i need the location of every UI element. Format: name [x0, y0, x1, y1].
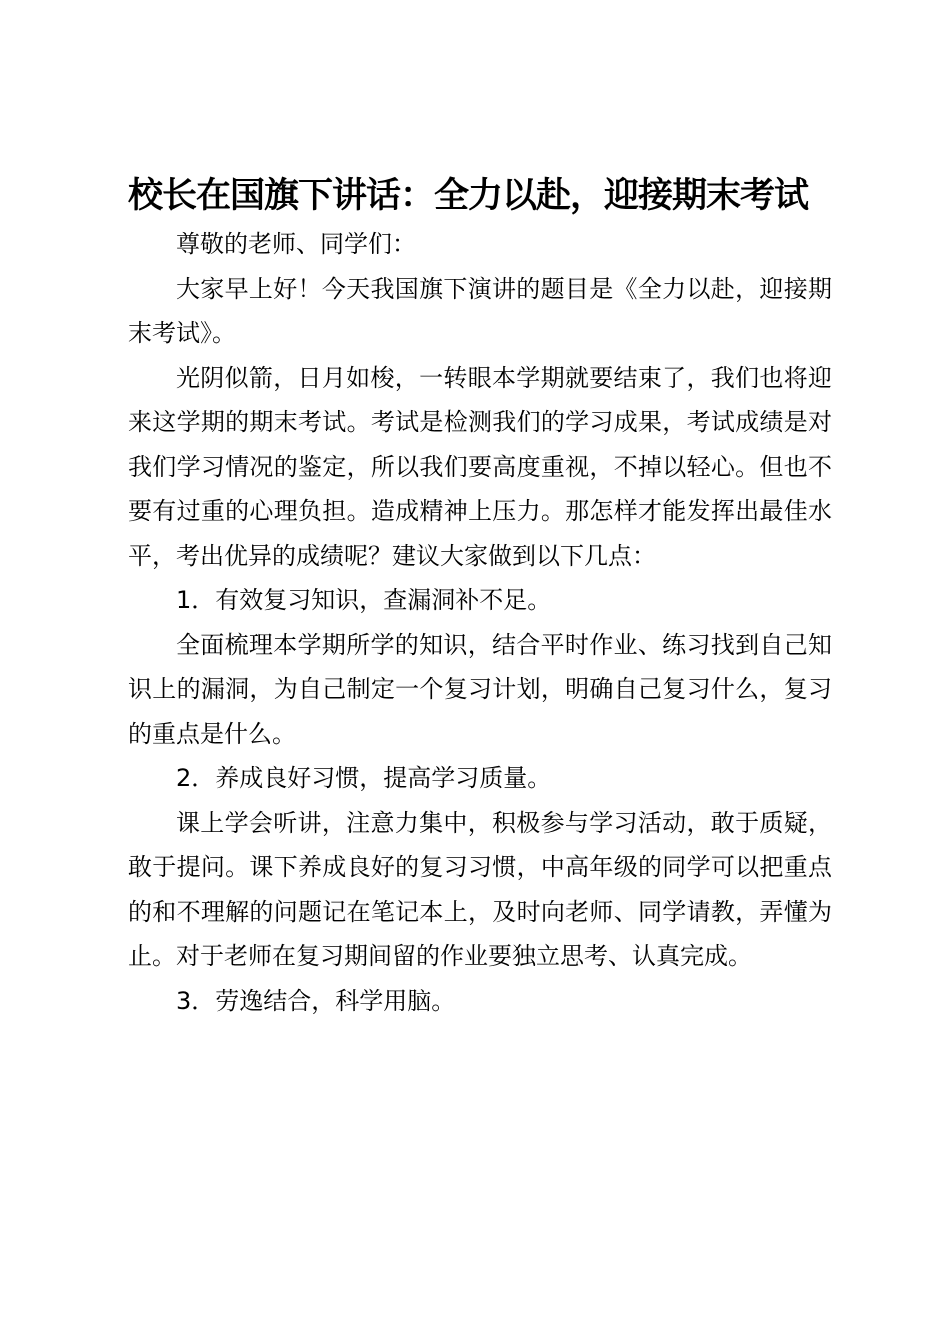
point-1-body: 全面梳理本学期所学的知识，结合平时作业、练习找到自己知识上的漏洞，为自己制定一个复习计划，明确自己复习什么，复习的重点是什么。 — [128, 630, 832, 748]
point-2-heading: 2．养成良好习惯，提高学习质量。 — [176, 764, 552, 792]
point-3-heading: 3．劳逸结合，科学用脑。 — [176, 986, 456, 1015]
point-2-body: 课上学会听讲，注意力集中，积极参与学习活动，敢于质疑，敢于提问。课下养成良好的复习习惯，中高年级的同学可以把重点的和不理解的问题记在笔记本上，及时向老师、同学请教，弄懂为止。对于老师在复习期间留的作业要独立思考、认真完成。 — [128, 808, 832, 970]
salutation-paragraph: 尊敬的老师、同学们： — [176, 230, 416, 258]
document-page — [128, 170, 832, 1023]
point-1-heading: 1．有效复习知识，查漏洞补不足。 — [176, 586, 552, 614]
greeting-paragraph: 大家早上好！今天我国旗下演讲的题目是《全力以赴，迎接期末考试》。 — [128, 274, 832, 347]
document-title: 校长在国旗下讲话：全力以赴，迎接期末考试 — [128, 176, 809, 216]
intro-paragraph: 光阴似箭，日月如梭，一转眼本学期就要结束了，我们也将迎来这学期的期末考试。考试是检测我们的学习成果，考试成绩是对我们学习情况的鉴定，所以我们要高度重视，不掉以轻心。但也不要有过重的心理负担。造成精神上压力。那怎样才能发挥出最佳水平，考出优异的成绩呢？建议大家做到以下几点： — [128, 363, 832, 570]
